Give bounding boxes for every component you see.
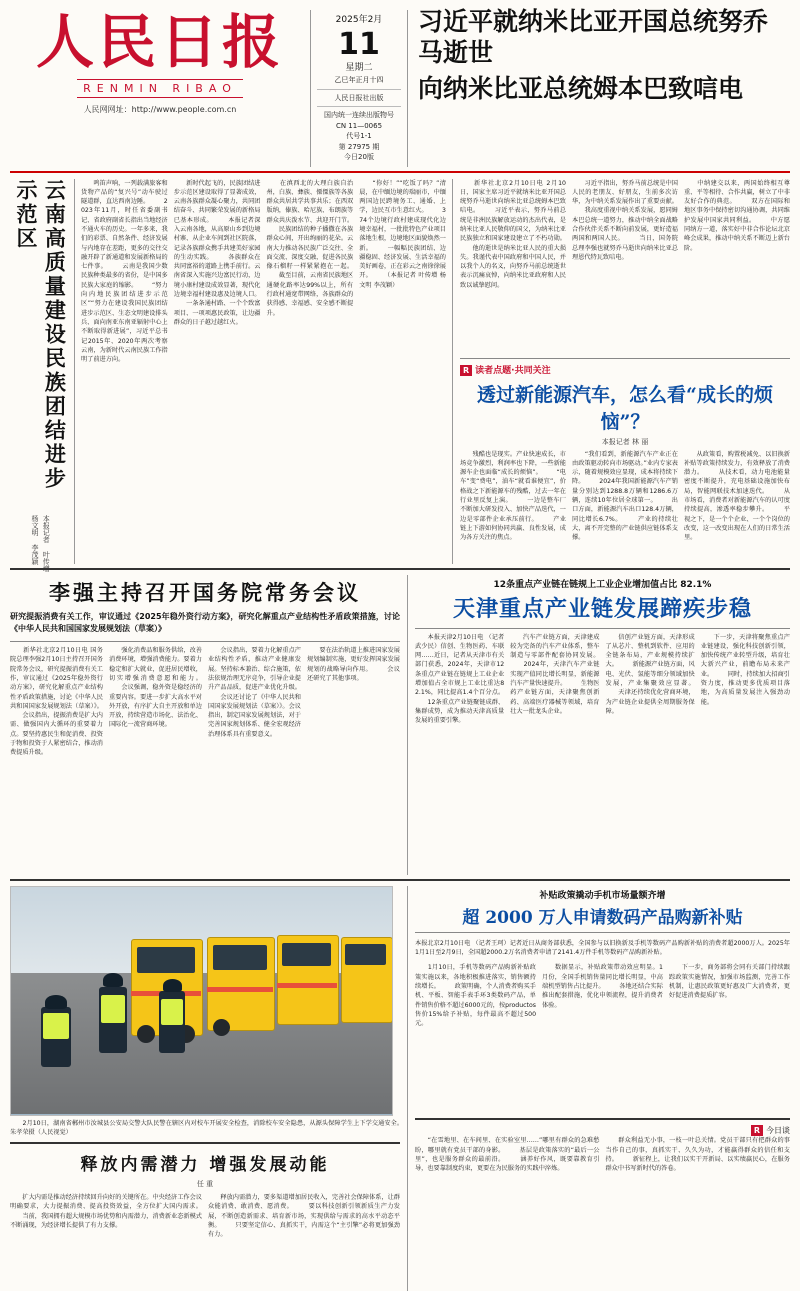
photo-story xyxy=(10,886,413,1291)
column xyxy=(542,963,663,1113)
column xyxy=(684,179,790,354)
column xyxy=(10,646,103,851)
column xyxy=(572,179,678,354)
paragraph: 数据显示，补贴政策带动效应明显。1月份，全国手机销售量同比增长明显，中高端机型销售占比提升。 各地还结合实际推出配套措施，优化申领流程，提升消费者体验。 xyxy=(542,964,663,1009)
paragraph: 习近平指出，努乔马前总统是中国人民的老朋友、好朋友，生前多次访华，为中纳关系发展作出了重要贡献。 我高度重视中纳关系发展，愿同姆本巴总统一道努力，推动中纳全面战略合作伙伴关系不断向前发展，更好造福两国和两国人民。 当日，国务院总理李强也就努乔马逝世向纳米比亚总理恩代特瓦致唁电。 xyxy=(572,179,678,261)
bottom-section xyxy=(10,879,790,1291)
subsidy-story xyxy=(408,886,790,1291)
date-publisher: 人民日报社出版 xyxy=(334,93,384,102)
officer-vest xyxy=(101,995,125,1023)
jinritan-columns xyxy=(415,1136,790,1214)
date-weekday: 星期二 xyxy=(345,62,373,73)
bus-window xyxy=(282,943,331,966)
newspaper-title: 人民日报 xyxy=(35,8,284,76)
date-day: 11 xyxy=(338,26,380,62)
divider xyxy=(460,358,790,359)
paragraph: 新华社北京2月10日电 2月10日，国家主席习近平就纳米比亚开国总统努乔马逝世向纳米比亚总统姆本巴致唁电。 习近平表示，努乔马前总统是非洲民族解放运动的杰出代表，是纳米比亚人民敬仰的国父，为纳米比亚民族独立和国家建设建立了不朽功勋。 他的逝世是纳米比亚人民的重大损失。我谨代表中国政府和中国人民，并以我个人的名义，向努乔马前总统逝世表示沉痛哀悼，向纳米比亚政府和人民致以诚挚慰问。 xyxy=(460,179,566,289)
officer-cap xyxy=(103,973,123,987)
feature-tag xyxy=(460,363,790,376)
paragraph: 下一步，商务部将会同有关部门持续跟踪政策实施情况，加强市场监测，完善工作机制，让惠民政策更好惠及广大消费者，更好促进消费提质扩容。 xyxy=(669,964,790,1000)
vertical-headline: 云南高质量建设民族团结进步示范区 xyxy=(14,178,68,491)
date-regline1: 国内统一连续出版物号 xyxy=(324,111,394,119)
feature-tag-label: 读者点题·共同关注 xyxy=(475,365,551,376)
top-section xyxy=(10,178,790,572)
masthead xyxy=(10,6,790,173)
date-divider-2 xyxy=(317,106,401,107)
lead-story-columns xyxy=(460,179,790,354)
column xyxy=(359,179,446,564)
commentary-columns xyxy=(10,1193,400,1285)
column xyxy=(81,179,168,564)
subsidy-headline: 超 2000 万人申请数码产品购新补贴 xyxy=(462,907,743,928)
subsidy-source-line: 本报北京2月10日电 （记者王珂）记者近日从商务部获悉，全国参与以旧换新及手机等数码产品购新补贴的消费者超2000万人。2025年1月1日至2月9日，全国超2000.2万名消费者申请了2141.4万件手机等数码产品购新补贴。 xyxy=(415,939,790,956)
officer-vest xyxy=(161,999,183,1025)
bus-window xyxy=(213,945,267,970)
column xyxy=(510,633,599,843)
paragraph: “你好！”“吃饭了吗？”清晨，在中缅边境的瑞丽市，中缅两国边民跨境务工、通婚、上学，边民互市生意红火。 374个边境行政村建成现代化边境幸福村，一批批特色产业项目落地生根，边境地区面貌焕然一新。 一幅幅民族团结、边疆稳固、经济发展、生活幸福的美好画卷，正在彩云之南徐徐展开。 （本报记者 叶传增 杨文明 李茂颖） xyxy=(359,179,446,289)
commentary-headline: 释放内需潜力 增强发展动能 xyxy=(80,1155,330,1176)
masthead-headlines xyxy=(408,6,790,104)
paragraph: 要在法治轨道上推进国家发展规划编制实施，更好发挥国家发展规划的战略导向作用。 会议还研究了其他事项。 xyxy=(307,647,400,682)
paragraph: 新时代起飞的，民族团结进步示范区建设取得了显著成效，云南各族群众凝心聚力，共同团结奋斗、共同繁荣发展的新格局已基本形成。 本报记者深入云南各地，从高原山乡到边境村寨、从企业车间到社区院落，记录各族群众携手共建美好家园的生动实践。 各族群众在共同富裕的道路上携手前行。云南省深入实施兴边富民行动，边境小康村建设成效显著，现代化边境幸福村建设惠及边境人口。 一条条通村路、一个个致富项目、一项项惠民政策，让边疆群众的日子越过越红火。 xyxy=(173,179,261,326)
feature-headline: 透过新能源汽车，怎么看“成长的烦恼”？ xyxy=(477,383,773,433)
newspaper-website: 人民网网址：http://www.people.com.cn xyxy=(83,104,237,114)
jinritan-label: 今日谈 xyxy=(766,1126,790,1136)
paragraph: 1月10日，手机等数码产品购新补贴政策实施以来，各地积极推进落实，销售额持续增长。 政策明确，个人消费者购买手机、平板、智能手表手环3类数码产品，单件销售价格不超过6000元的，按productos售价15%给予补贴，每件最高不超过500元。 xyxy=(415,964,536,1028)
paragraph: 本报天津2月10日电 （记者武少民）信创、生物医药、车联网……近日，记者从天津市有关部门获悉，2024年，天津市12条重点产业链在链规上工业企业增加值占全市规上工业比重达82.1%，同比提高1.4个百分点。 12条重点产业链聚链成群、集群成势，成为推动天津高质量发展的重要引擎。 xyxy=(415,633,505,725)
paragraph: 在滇西北的大理白族自治州，白族、彝族、傈僳族等各族群众共居共学共事共乐；在西双版纳，傣族、哈尼族、布朗族等群众共庆泼水节、共迎开门节。 民族团结的种子播撒在各族群众心间，开出绚丽的花朵。云南大力推动各民族广泛交往、全面交流、深度交融，促进各民族像石榴籽一样紧紧抱在一起。 截至目前，云南省民族地区通硬化路率达99%以上，所有行政村通宽带网络，各族群众的获得感、幸福感、安全感不断提升。 xyxy=(266,179,354,317)
news-photo xyxy=(10,886,393,1116)
column xyxy=(415,963,536,1113)
paragraph: 鸣笛声响，一列载满旅客和货物产品的“复兴号”动车驶过隧道群，直达西南边陲。 2023年11月，时任省委副书记、省政府副省长指出当地经济不通火车的历史。一年多来，我们的彩票、自然条件、经济发展与内地存在差距，更多的交往交融开辟了新通道和发展新格局的七件事。 云南是我国少数民族种类最多的省份，是中国多民族大家庭的缩影。 “努力向内地民族团结进步示范区”“努力在建设我国民族团结进步示范区、生态文明建设排头兵、面向南亚东南亚辐射中心上不断取得新进展”，习近平总书记2015年、2020年两次考察云南，为新时代云南民族工作指明了前进方向。 xyxy=(81,179,168,364)
column xyxy=(10,1193,202,1285)
bus-window xyxy=(345,944,386,965)
paragraph: “在雪地里、在车间里、在实验室里……”哪里有群众的急难愁盼，哪里就有党员干部的身影。 基层是政策落实的“最后一公里”，也是服务群众的最前沿。 涵养好作风，既要靠教育引导，也要靠制度约束，更要在为民服务的实践中淬炼。 xyxy=(415,1137,600,1173)
feature-byline: 本报记者 林 丽 xyxy=(601,437,649,446)
state-council-headline: 李强主持召开国务院常务会议 xyxy=(49,579,361,605)
column xyxy=(208,1193,400,1285)
subsidy-columns xyxy=(415,963,790,1113)
column xyxy=(669,963,790,1113)
paragraph: 从政策看，购置税减免、以旧换新补贴等政策持续发力，有效释放了消费潜力。 从技术看，动力电池能量密度不断提升，充电基础设施加快布局，智能网联技术加速迭代。 从市场看，消费者对新能源汽车的认可度持续提高，渗透率稳步攀升。 平视之下，是一个个企业、一个个岗位的改变，这一改变出现在人们的日常生活里。 xyxy=(684,450,790,542)
date-yearmonth: 2025年2月 xyxy=(335,15,383,25)
column xyxy=(460,179,566,354)
bus-window xyxy=(137,947,195,973)
masthead-logo xyxy=(10,6,310,115)
paragraph: 信创产业链方面，天津形成了从芯片、整机到软件、应用的全链条布局，产业规模持续扩大。 新能源产业链方面，风电、光伏、氢能等细分领域加快发展，产业集聚效应显著。 天津还持续优化营商环境，为产业链企业提供全周期服务保障。 xyxy=(605,633,695,715)
paragraph: “我们看到，新能源汽车产业正在由政策驱动转向市场驱动。”业内专家表示，随着规模效应显现，成本将持续下降。 2024年我国新能源汽车产销量分别达到1288.8万辆和1286.6万辆，连续10年位居全球第一。 出口方面，新能源汽车出口128.4万辆，同比增长6.7%。 产业的持续壮大，离不开完整的产业链供应链体系支撑。 xyxy=(572,450,678,542)
state-council-article xyxy=(10,575,408,875)
top-left-columns xyxy=(75,179,453,564)
tianjin-headline: 天津重点产业链发展蹄疾步稳 xyxy=(452,595,752,622)
divider xyxy=(10,641,400,642)
commentary-byline: 任 重 xyxy=(196,1180,214,1189)
date-divider xyxy=(317,89,401,90)
r-badge-icon: R xyxy=(460,365,472,376)
paragraph: 扩大内需是推动经济持续回升向好的关键所在。中央经济工作会议明确要求，大力提振消费、提高投资效益，全方位扩大国内需求。 当前，我国拥有超大规模市场优势和内需潜力，消费新业态新模式不断涌现，为经济增长提供了有力支撑。 xyxy=(10,1194,202,1229)
paragraph: 群众利益无小事，一枝一叶总关情。党员干部只有把群众的事当作自己的事，真抓实干、久久为功，才能赢得群众的信任和支持。 新征程上，让我们以实干开新局、以实绩赢民心，在服务群众中书写新时代的答卷。 xyxy=(605,1137,790,1173)
lead-headline-2: 向纳米比亚总统姆本巴致唁电 xyxy=(418,73,744,103)
divider xyxy=(415,1118,790,1120)
bus-stripe xyxy=(207,987,273,992)
date-pages: 今日20版 xyxy=(344,153,374,161)
date-issue: 第 27975 期 xyxy=(338,142,380,151)
tianjin-kicker: 12条重点产业链在链规上工业企业增加值占比 82.1% xyxy=(493,579,712,590)
bus-stripe xyxy=(277,983,337,988)
officer-cap xyxy=(45,995,67,1009)
photo-caption: 2月10日，湖南省郴州市汝城县公安局交警大队民警在辖区内对校车开展安全检查，消除校车安全隐患，从源头保障学生上下学交通安全。 朱孝荣摄（人民视觉） xyxy=(10,1119,413,1136)
divider xyxy=(415,628,790,629)
middle-section xyxy=(10,568,790,875)
subsidy-kicker: 补贴政策撬动手机市场量额齐增 xyxy=(539,890,666,901)
column xyxy=(460,450,566,546)
column xyxy=(572,450,678,546)
jinritan-tag xyxy=(415,1125,790,1136)
paragraph: 残酷也是现实。产业快速成长，市场竞争激烈，利润率也下降，一些新能源车企也面临“成长的烦恼”。 “电车”变“费电”，油车“就看谁便宜”，价格战之下新能源车的残酷，过去一年在行业里反复上演。 一边是整车厂不断加大研发投入、加快产品迭代，一边是零部件企业承压前行。 产业链上下游如何协同共赢、良性发展，成为各方关注的焦点。 xyxy=(460,450,566,542)
tianjin-article xyxy=(408,575,790,875)
column xyxy=(415,633,504,843)
bus-wheel xyxy=(137,1025,155,1043)
date-lunar: 乙巳年正月十四 xyxy=(334,76,384,84)
paragraph: 释放内需潜力，要多渠道增加居民收入，完善社会保障体系，让群众能消费、敢消费、愿消费。 要以科技创新引领新质生产力发展，不断创造新需求、培育新市场，实现供给与需求的高水平动态平衡。 只要坚定信心、真抓实干，内需这个“主引擎”必将更加强劲有力。 xyxy=(208,1194,400,1239)
state-council-lead: 研究提振消费有关工作，审议通过《2025年稳外资行动方案》，研究化解重点产业结构性矛盾政策措施，讨论《中华人民共和国国家发展规划法（草案）》 xyxy=(10,611,400,634)
paragraph: 强化消费品和服务供给，改善消费环境，增强消费能力。要着力稳定和扩大就业，促进居民增收，切实增强消费意愿和能力。 会议强调，稳外资是稳经济的重要内容。要进一步扩大高水平对外开放，有序扩大自主开放和单边开放，持续营造市场化、法治化、国际化一流营商环境。 xyxy=(109,647,202,729)
masthead-datebox xyxy=(310,10,408,167)
divider xyxy=(415,932,790,933)
paragraph: 中纳建交以来，两国始终相互尊重、平等相待、合作共赢，树立了中非友好合作的典范。 双方在国际和地区事务中保持密切沟通协调，共同维护发展中国家共同利益。 中方愿同纳方一道，落实好中非合作论坛北京峰会成果，推动中纳关系不断迈上新台阶。 xyxy=(684,179,790,252)
column xyxy=(208,646,301,851)
bus-wheel xyxy=(213,1019,230,1036)
column xyxy=(606,633,695,843)
officer-cap xyxy=(163,979,182,992)
top-right-section xyxy=(453,179,790,564)
vertical-feature xyxy=(10,178,75,572)
column xyxy=(307,646,400,851)
column xyxy=(267,179,354,564)
r-badge-icon: R xyxy=(751,1125,763,1136)
vertical-byline: 本报记者 叶传增 杨文明 李茂颖 xyxy=(31,514,51,572)
paragraph: 会议指出，要着力化解重点产业结构性矛盾，推动产业健康发展。坚持标本兼治、综合施策，依法依规治理无序竞争，引导企业提升产品品质，促进产业优化升级。 会议还讨论了《中华人民共和国国家发展规划法（草案）》。会议指出，制定国家发展规划法，对于完善国家规划体系、健全宏观经济治理体系具有重要意义。 xyxy=(208,647,301,738)
paragraph: 汽车产业链方面，天津建成较为完备的汽车产业体系，整车制造与零部件配套协同发展。 2024年，天津汽车产业链实现产值同比增长明显，新能源汽车产量快速提升。 生物医药产业链方面，天津聚焦创新药、高端医疗器械等领域，培育壮大一批龙头企业。 xyxy=(510,633,600,715)
paragraph: 下一步，天津将聚焦重点产业链建设，强化科技创新引领，加快传统产业转型升级，培育壮大新兴产业，前瞻布局未来产业。 同时，持续加大招商引资力度，推动更多优质项目落地，为高质量发展注入强劲动能。 xyxy=(700,633,790,706)
column xyxy=(415,1136,600,1214)
officer-vest xyxy=(43,1013,69,1039)
column xyxy=(606,1136,791,1214)
state-council-columns xyxy=(10,646,400,851)
column xyxy=(701,633,790,843)
paragraph: 新华社北京2月10日电 国务院总理李强2月10日主持召开国务院常务会议，研究提振消费有关工作，审议通过《2025年稳外资行动方案》，研究化解重点产业结构性矛盾政策措施，讨论《中华人民共和国国家发展规划法（草案）》。 会议指出，提振消费是扩大内需、做强国内大循环的重要着力点。要坚持惠民生和促消费、投资于物和投资于人紧密结合，推动消费提质升级。 xyxy=(10,647,103,757)
divider xyxy=(10,1142,400,1144)
column xyxy=(109,646,202,851)
tianjin-columns xyxy=(415,633,790,843)
lead-headline-1: 习近平就纳米比亚开国总统努乔马逝世 xyxy=(418,7,769,68)
feature-columns xyxy=(460,450,790,546)
newspaper-pinyin: RENMIN RIBAO xyxy=(77,79,243,98)
column xyxy=(174,179,261,564)
date-regline2: CN 11—0065 xyxy=(335,121,383,130)
date-agent: 代号1-1 xyxy=(346,132,372,140)
column xyxy=(684,450,790,546)
